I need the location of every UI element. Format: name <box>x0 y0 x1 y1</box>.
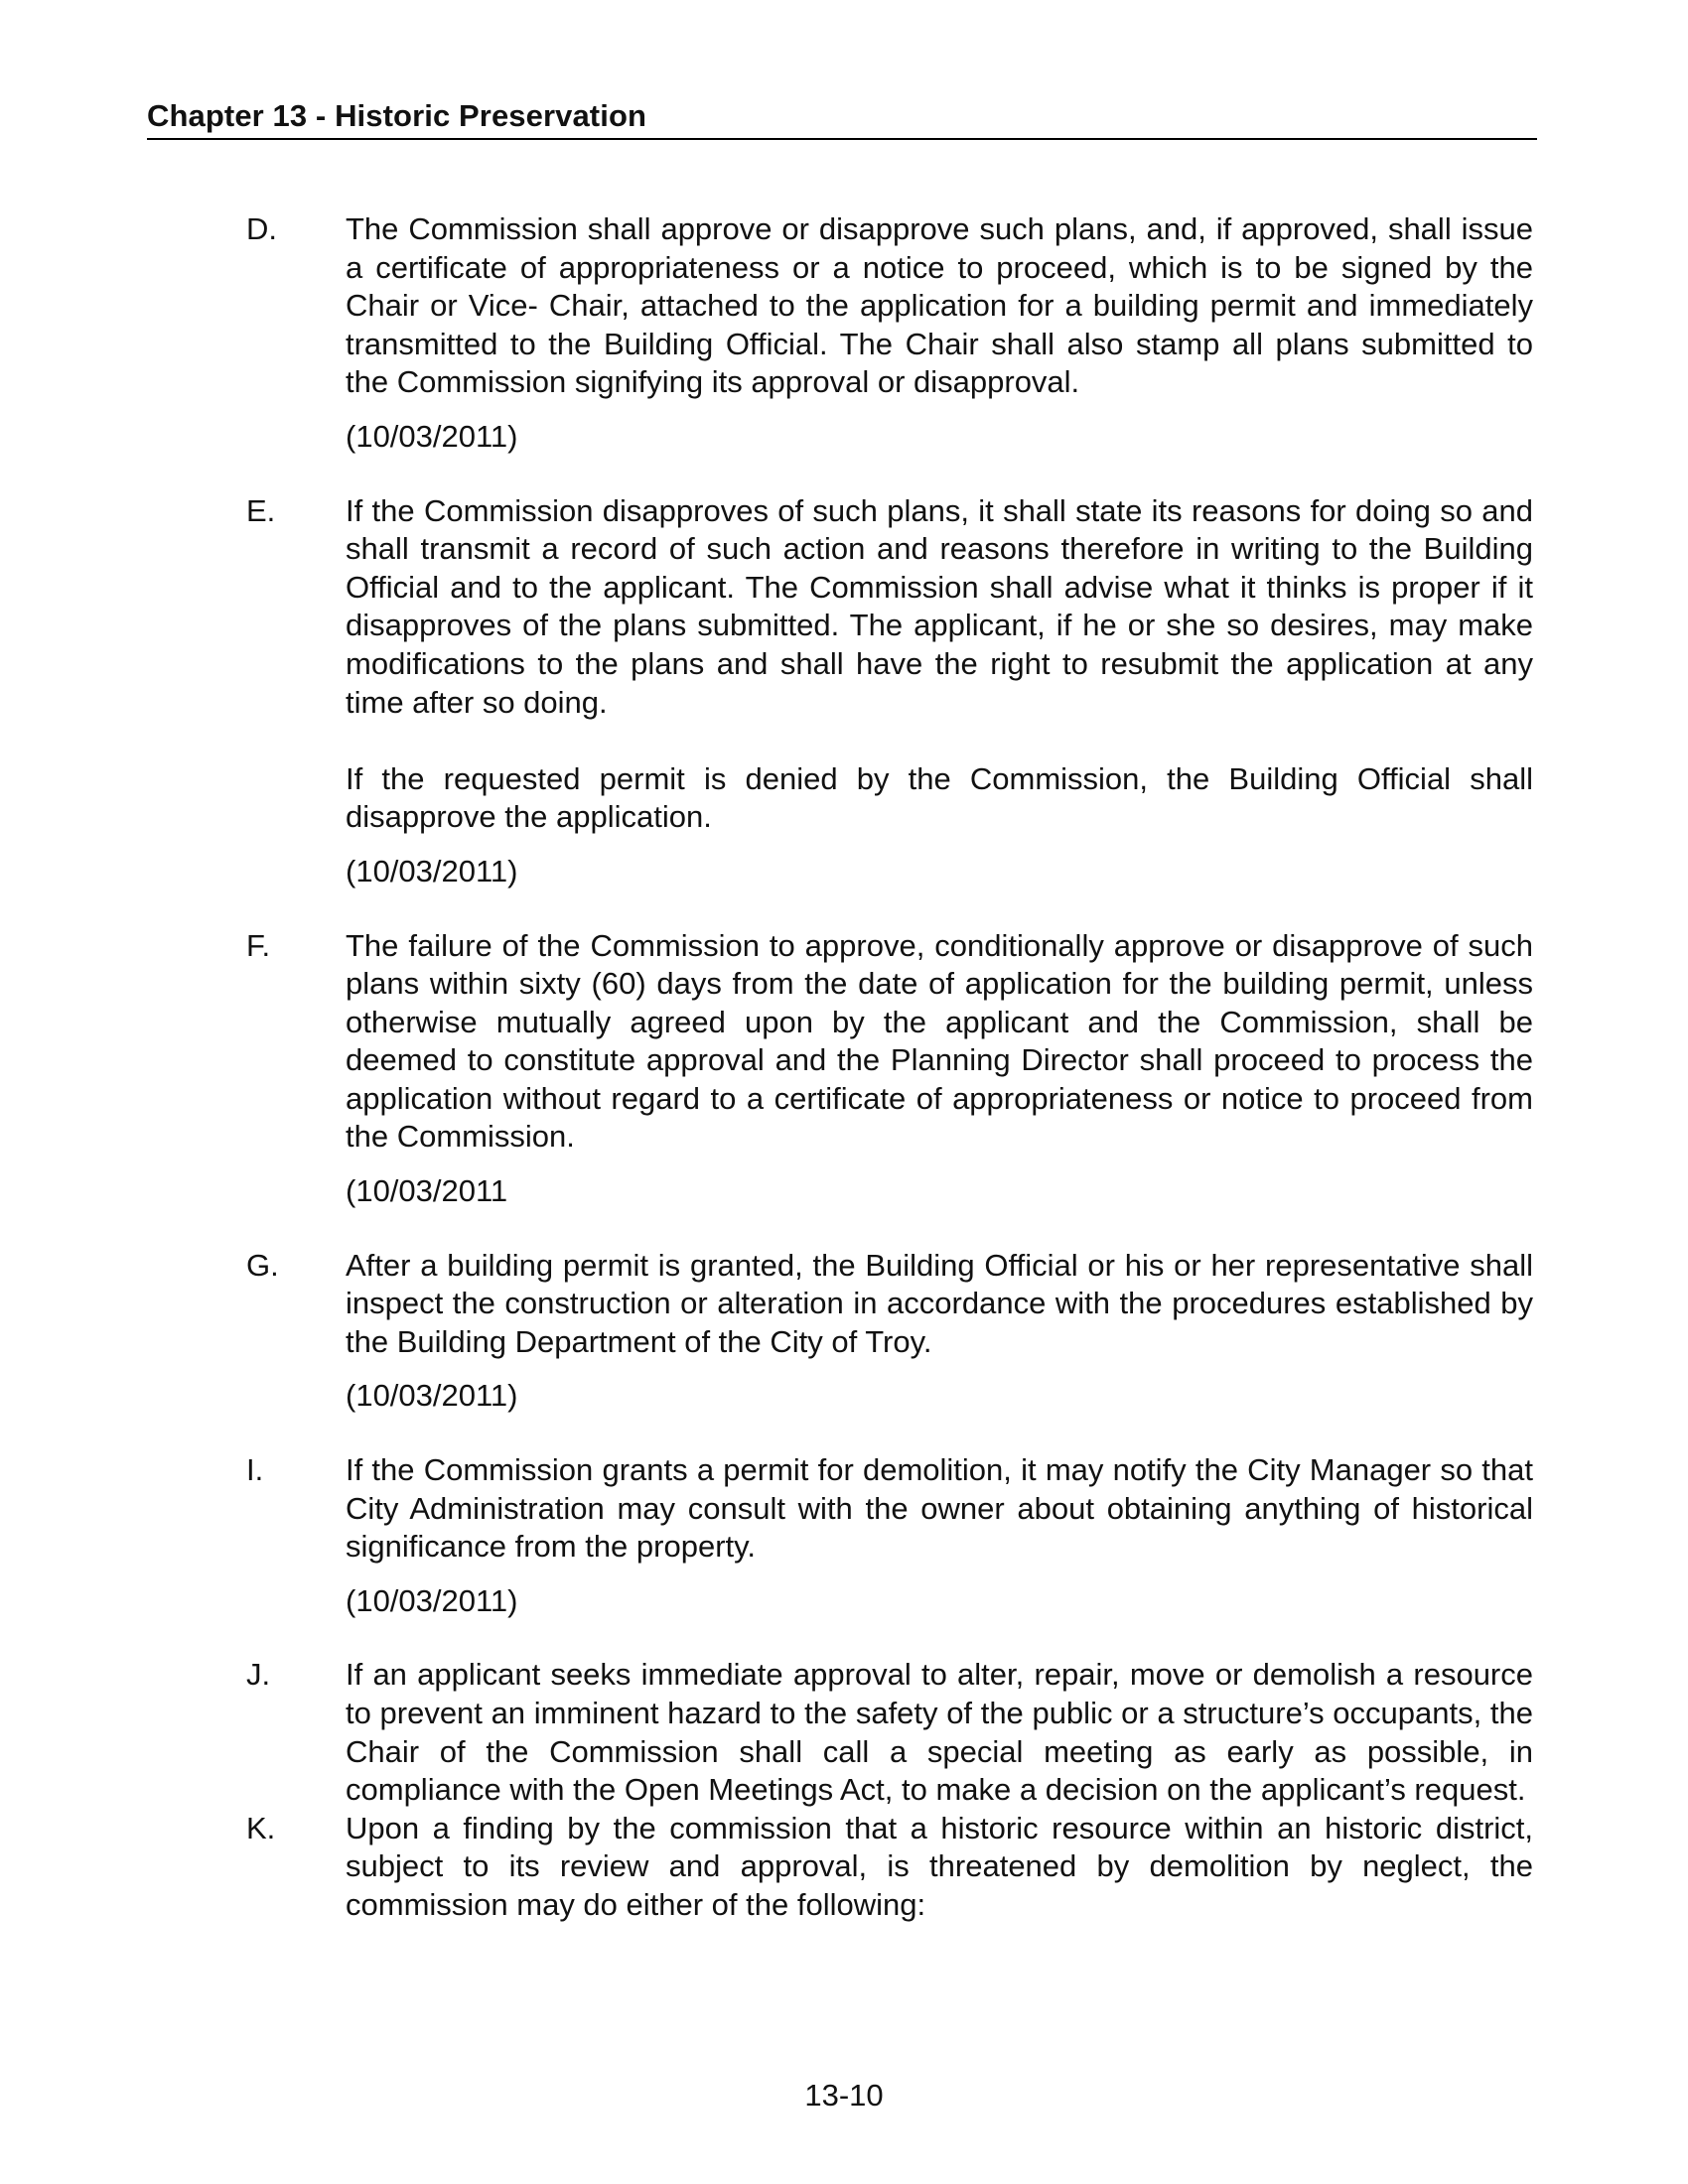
amendment-date: (10/03/2011) <box>346 418 518 454</box>
page-header <box>147 96 1537 140</box>
section-g <box>0 1247 1688 1416</box>
amendment-date: (10/03/2011) <box>346 853 518 888</box>
section-letter: I. <box>246 1452 264 1488</box>
page-number: 13-10 <box>804 2078 884 2113</box>
section-letter: F. <box>246 927 271 963</box>
section-letter: E. <box>246 492 276 528</box>
section-letter: D. <box>246 211 277 246</box>
section-paragraph: The Commission shall approve or disapprove such plans, and, if approved, shall issue a certificate of appropriateness or a notice to proceed, which is to be signed by the Chair or Vice- Chair, attached to the application for a building permit and immediately transmitted to the Building Official. The Chair shall also stamp all plans submitted to the Commission signifying its approval or disapproval. <box>346 211 1533 400</box>
section-f <box>0 927 1688 1211</box>
section-body <box>346 1656 1533 1809</box>
section-body <box>346 1247 1533 1416</box>
section-paragraph: If the requested permit is denied by the Commission, the Building Official shall disapprove the application. <box>346 760 1533 835</box>
section-letter: K. <box>246 1810 276 1845</box>
section-body <box>346 1451 1533 1620</box>
section-paragraph: If an applicant seeks immediate approval to alter, repair, move or demolish a resource to prevent an imminent hazard to the safety of the public or a structure’s occupants, the Chair of the Commission shall call a special meeting as early as possible, in compliance with the Open Meetings Act, to make a decision on the applicant’s request. <box>346 1657 1533 1808</box>
section-paragraph: The failure of the Commission to approve, conditionally approve or disapprove of such plans within sixty (60) days from the date of application for the building permit, unless otherwise mutually agreed upon by the applicant and the Commission, shall be deemed to constitute approval and the Planning Director shall proceed to process the application without regard to a certificate of appropriateness or notice to proceed from the Commission. <box>346 927 1533 1155</box>
section-d <box>0 210 1688 457</box>
section-k <box>0 1810 1688 1925</box>
amendment-date: (10/03/2011) <box>346 1582 518 1618</box>
chapter-title: Chapter 13 - Historic Preservation <box>147 98 647 133</box>
amendment-date: (10/03/2011) <box>346 1378 518 1414</box>
section-paragraph: Upon a finding by the commission that a historic resource within an historic district, subject to its review and approval, is threatened by demolition by neglect, the commission may do either of the following: <box>346 1810 1533 1922</box>
section-i <box>0 1451 1688 1620</box>
section-paragraph: If the Commission disapproves of such plans, it shall state its reasons for doing so and shall transmit a record of such action and reasons therefore in writing to the Building Official and to the applicant. The Commission shall advise what it thinks is proper if it disapproves of the plans submitted. The applicant, if he or she so desires, may make modifications to the plans and shall have the right to resubmit the application at any time after so doing. <box>346 492 1533 720</box>
section-letter: J. <box>246 1657 271 1693</box>
section-body <box>346 492 1533 891</box>
section-j <box>0 1656 1688 1809</box>
document-body <box>0 210 1688 1925</box>
section-paragraph: If the Commission grants a permit for demolition, it may notify the City Manager so that City Administration may consult with the owner about obtaining anything of historical significance from the property. <box>346 1452 1533 1565</box>
section-body <box>346 1810 1533 1925</box>
section-body <box>346 927 1533 1211</box>
section-body <box>346 210 1533 457</box>
section-paragraph: After a building permit is granted, the Building Official or his or her representative shall inspect the construction or alteration in accordance with the procedures established by the Building Department of the City of Troy. <box>346 1247 1533 1359</box>
section-letter: G. <box>246 1247 279 1283</box>
section-e <box>0 492 1688 891</box>
amendment-date: (10/03/2011 <box>346 1173 508 1209</box>
